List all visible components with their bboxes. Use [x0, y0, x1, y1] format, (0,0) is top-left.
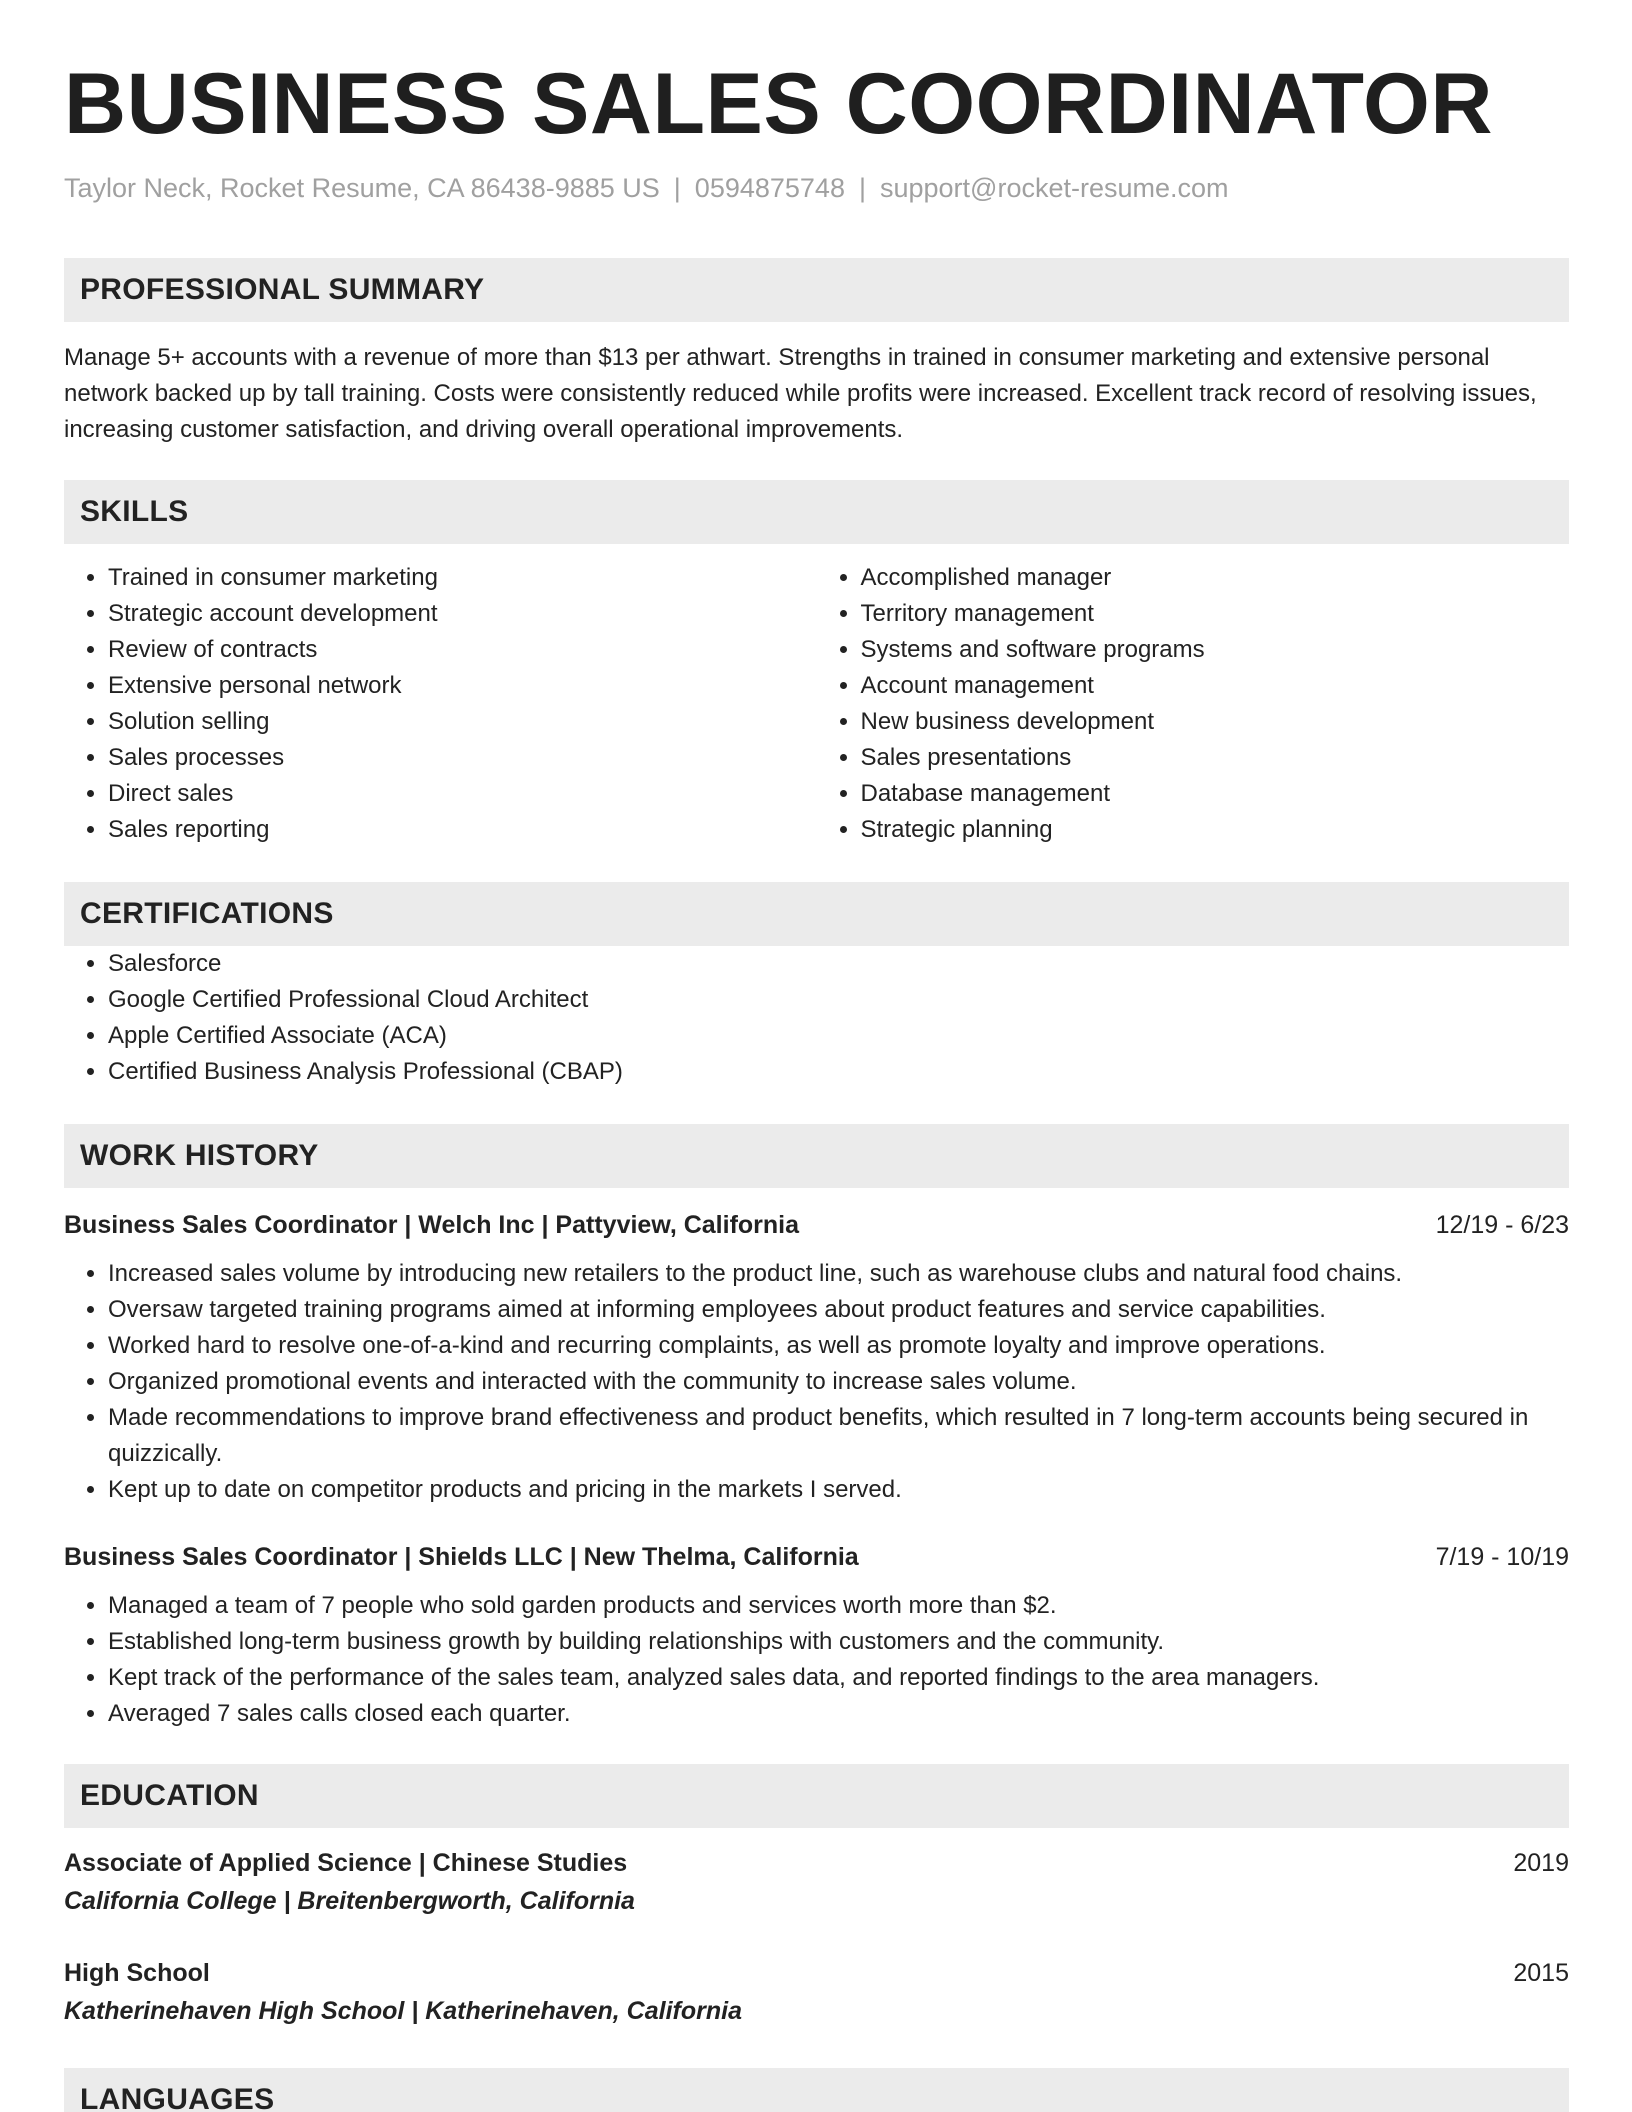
- education-school: California College | Breitenbergworth, California: [64, 1887, 635, 1915]
- skill-item: • Review of contracts: [108, 632, 817, 668]
- skill-item: • New business development: [861, 704, 1570, 740]
- job-dates: 7/19 - 10/19: [1435, 1543, 1569, 1571]
- job-bullet: • Kept track of the performance of the sales team, analyzed sales data, and reported findings to the area managers.: [108, 1660, 1569, 1696]
- education-section: [64, 1764, 1569, 2030]
- certifications-section: [64, 882, 1569, 1090]
- work-history-heading: WORK HISTORY: [64, 1124, 1569, 1188]
- education-year: 2015: [1513, 1959, 1569, 1987]
- skills-section: [64, 480, 1569, 848]
- job-bullets: [64, 1588, 1569, 1732]
- work-history-section: [64, 1124, 1569, 1732]
- job-bullet: • Kept up to date on competitor products and pricing in the markets I served.: [108, 1472, 1569, 1508]
- skill-item: • Systems and software programs: [861, 632, 1570, 668]
- certification-item: • Google Certified Professional Cloud Architect: [108, 982, 1569, 1018]
- contact-line: [64, 170, 1569, 206]
- education-degree: High School: [64, 1959, 210, 1987]
- job-header: [64, 1538, 1569, 1576]
- job-bullet: • Oversaw targeted training programs aimed at informing employees about product features and service capabilities.: [108, 1292, 1569, 1328]
- skill-item: • Trained in consumer marketing: [108, 560, 817, 596]
- skill-item: • Direct sales: [108, 776, 817, 812]
- resume-title: BUSINESS SALES COORDINATOR: [64, 56, 1493, 152]
- skill-item: • Solution selling: [108, 704, 817, 740]
- job-bullet: • Worked hard to resolve one-of-a-kind and recurring complaints, as well as promote loyalty and improve operations.: [108, 1328, 1569, 1364]
- job-bullet: • Increased sales volume by introducing new retailers to the product line, such as warehouse clubs and natural food chains.: [108, 1256, 1569, 1292]
- job-bullet: • Organized promotional events and interacted with the community to increase sales volume.: [108, 1364, 1569, 1400]
- job-dates: 12/19 - 6/23: [1435, 1211, 1569, 1239]
- education-year: 2019: [1513, 1849, 1569, 1877]
- skill-item: • Account management: [861, 668, 1570, 704]
- job-bullets: [64, 1256, 1569, 1508]
- education-degree: Associate of Applied Science | Chinese Studies: [64, 1849, 628, 1877]
- education-entry: [64, 1954, 1569, 2030]
- job-title: Business Sales Coordinator | Shields LLC | New Thelma, California: [64, 1543, 859, 1571]
- certification-item: • Salesforce: [108, 946, 1569, 982]
- job-bullet: • Established long-term business growth by building relationships with customers and the community.: [108, 1624, 1569, 1660]
- skills-heading: SKILLS: [64, 480, 1569, 544]
- job-title: Business Sales Coordinator | Welch Inc | Pattyview, California: [64, 1211, 800, 1239]
- job-entry: [64, 1538, 1569, 1732]
- contact-email: support@rocket-resume.com: [879, 173, 1229, 203]
- skill-item: • Strategic account development: [108, 596, 817, 632]
- certifications-list: [64, 946, 1569, 1090]
- education-header: [64, 1844, 1569, 1882]
- job-bullet: • Averaged 7 sales calls closed each quarter.: [108, 1696, 1569, 1732]
- certification-item: • Apple Certified Associate (ACA): [108, 1018, 1569, 1054]
- contact-address: Taylor Neck, Rocket Resume, CA 86438-9885 US: [64, 173, 660, 203]
- skills-columns: [64, 560, 1569, 848]
- certification-item: • Certified Business Analysis Professional (CBAP): [108, 1054, 1569, 1090]
- contact-phone: 0594875748: [694, 173, 845, 203]
- contact-separator: |: [673, 173, 681, 203]
- summary-section: [64, 258, 1569, 448]
- skill-item: • Accomplished manager: [861, 560, 1570, 596]
- job-header: [64, 1206, 1569, 1244]
- job-bullet: • Managed a team of 7 people who sold garden products and services worth more than $2.: [108, 1588, 1569, 1624]
- skill-item: • Strategic planning: [861, 812, 1570, 848]
- skills-list-right: [817, 560, 1570, 848]
- contact-separator: |: [858, 173, 866, 203]
- skill-item: • Territory management: [861, 596, 1570, 632]
- education-school: Katherinehaven High School | Katherinehaven, California: [64, 1997, 742, 2025]
- summary-text: Manage 5+ accounts with a revenue of more than $13 per athwart. Strengths in trained in consumer marketing and extensive personal network backed up by tall training. Costs were consistently reduced while profits were increased. Excellent track record of resolving issues, increasing customer satisfaction, and driving overall operational improvements.: [64, 344, 1537, 443]
- summary-heading: PROFESSIONAL SUMMARY: [64, 258, 1569, 322]
- languages-section: [64, 2068, 1569, 2112]
- skill-item: • Database management: [861, 776, 1570, 812]
- education-entry: [64, 1844, 1569, 1920]
- education-header: [64, 1954, 1569, 1992]
- education-heading: EDUCATION: [64, 1764, 1569, 1828]
- skill-item: • Sales reporting: [108, 812, 817, 848]
- skill-item: • Sales presentations: [861, 740, 1570, 776]
- skill-item: • Sales processes: [108, 740, 817, 776]
- certifications-heading: CERTIFICATIONS: [64, 882, 1569, 946]
- languages-heading: LANGUAGES: [64, 2068, 1569, 2112]
- job-entry: [64, 1206, 1569, 1508]
- job-bullet: • Made recommendations to improve brand effectiveness and product benefits, which resulted in 7 long-term accounts being secured in quizzically.: [108, 1400, 1569, 1472]
- skill-item: • Extensive personal network: [108, 668, 817, 704]
- skills-list-left: [64, 560, 817, 848]
